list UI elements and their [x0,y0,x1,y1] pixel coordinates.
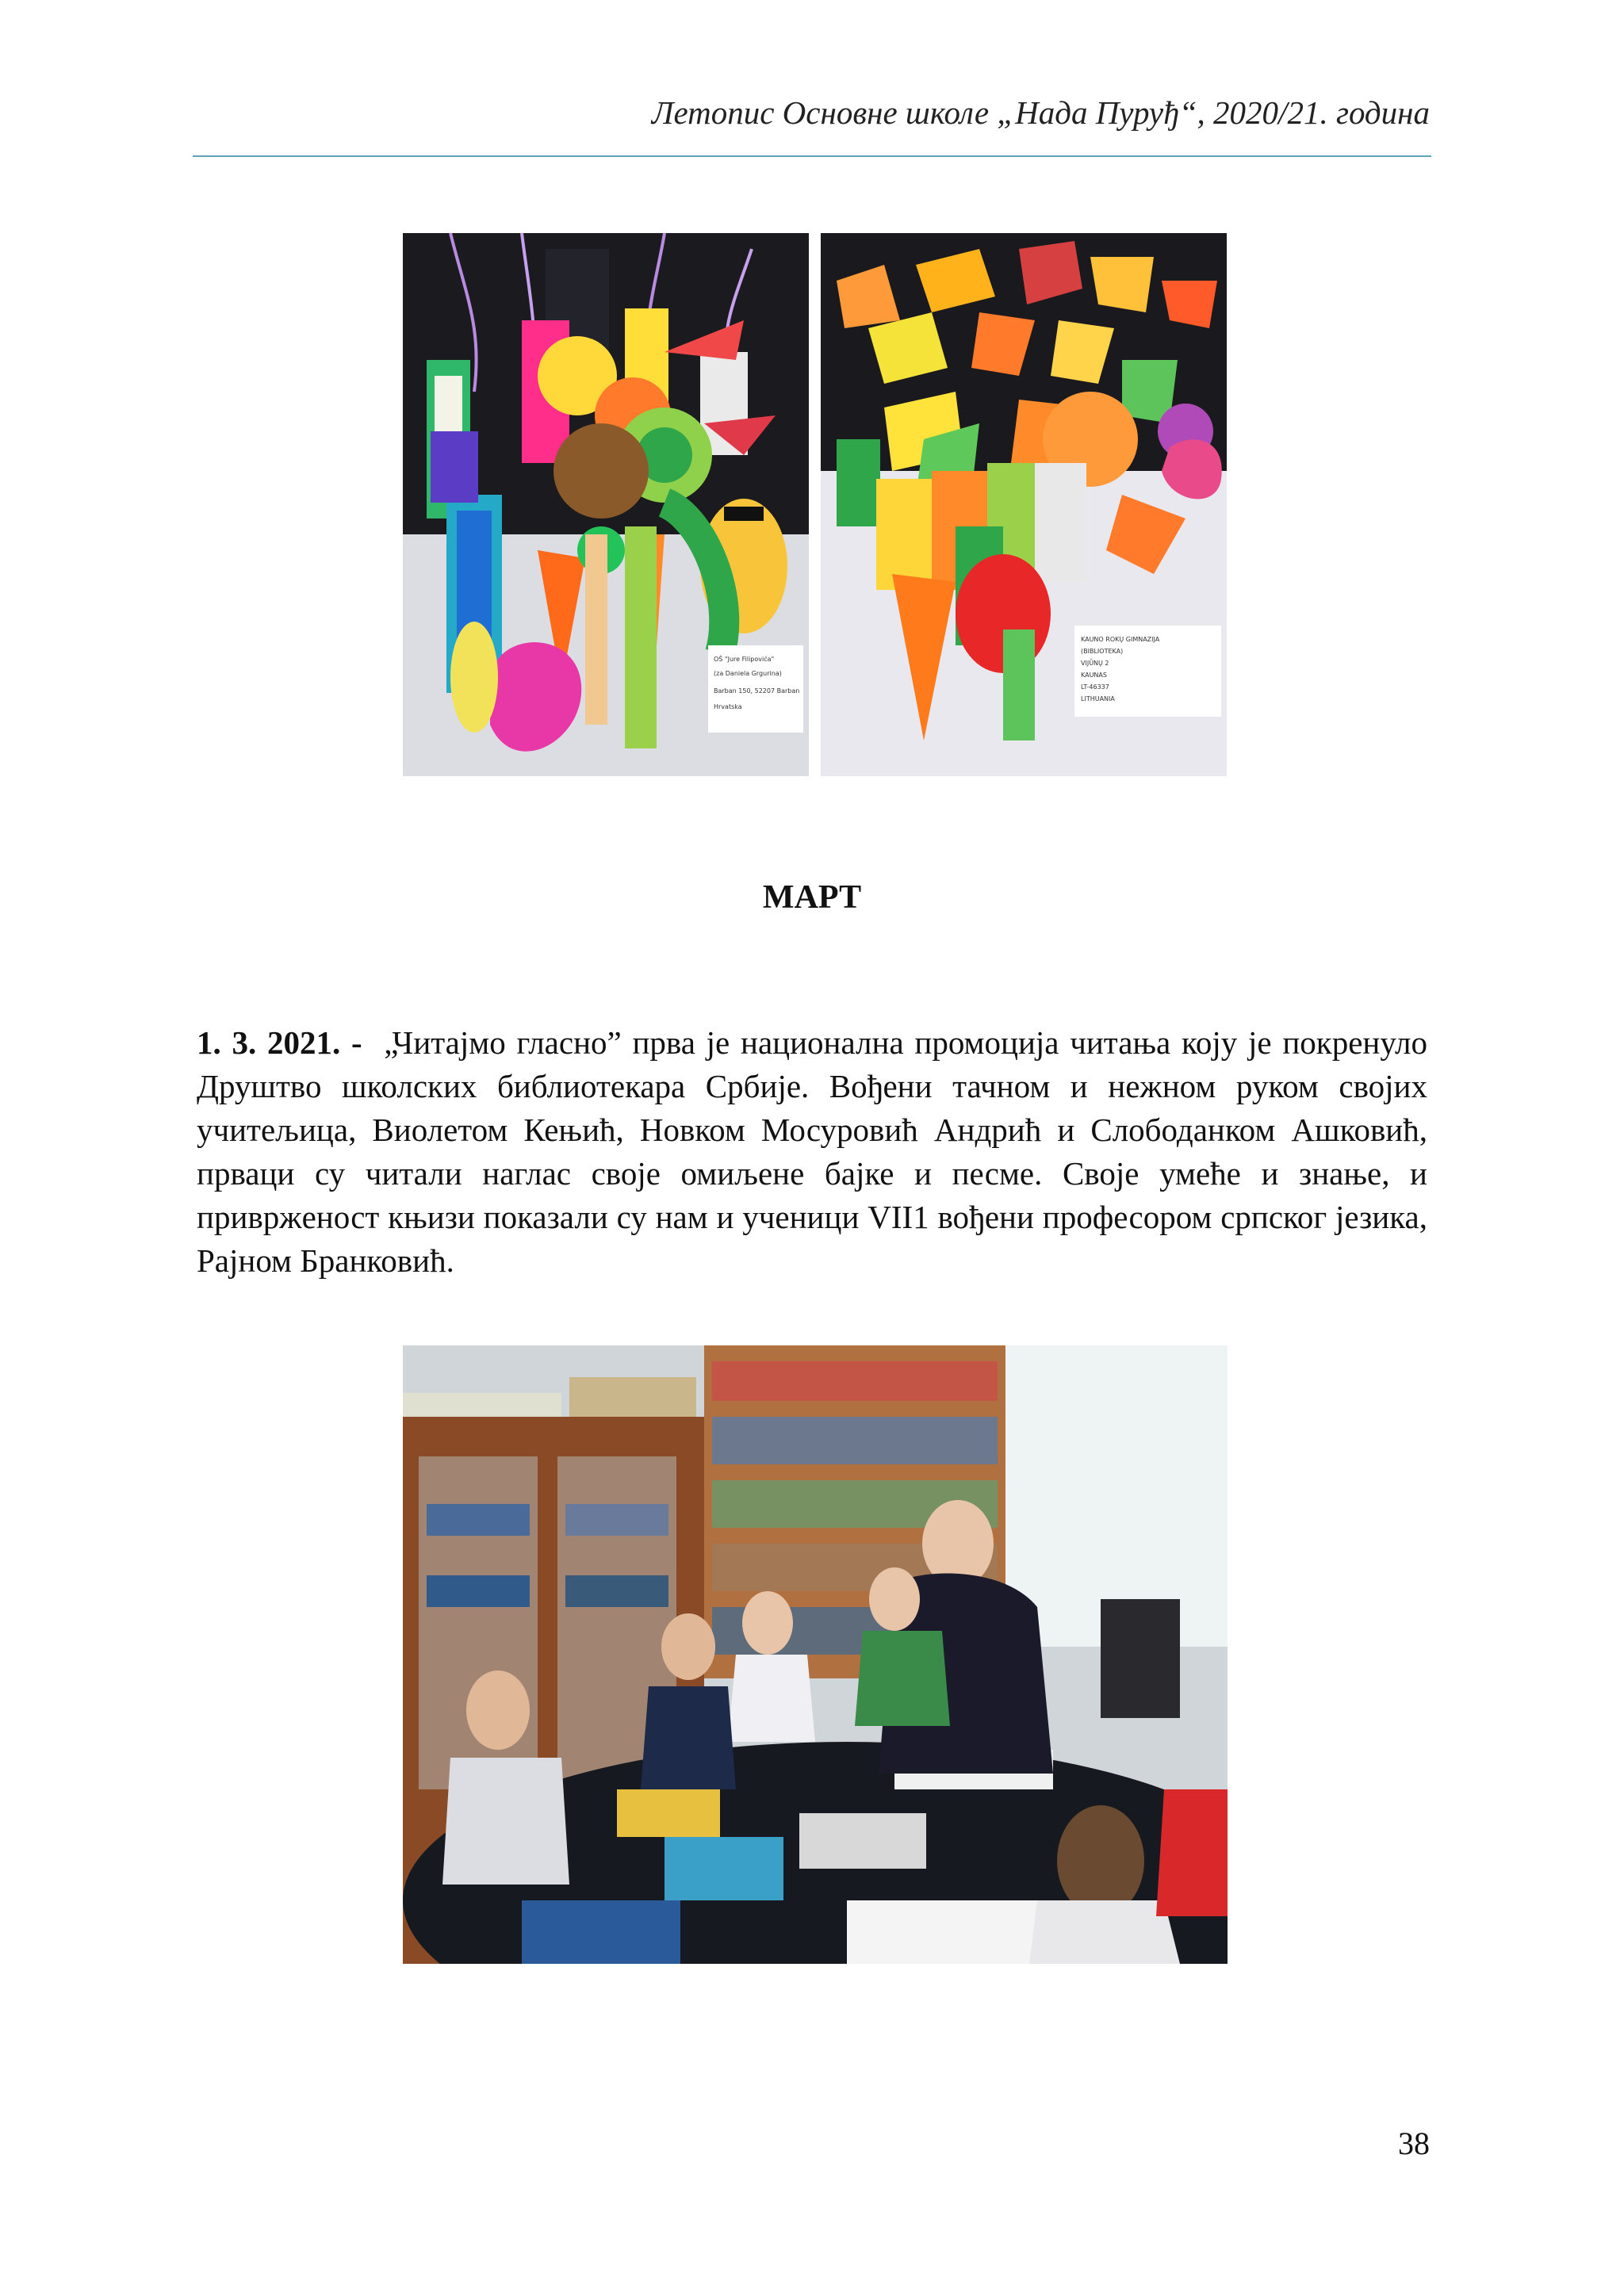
lithuania-card-line: (BIBLIOTEKA) [1081,648,1124,655]
library-reading-photo [403,1345,1228,1964]
chronicle-entry [197,1021,1427,1283]
croatia-card-line: (za Daniela Grgurina) [714,670,782,677]
section-heading: МАРТ [762,879,862,916]
lithuania-card-line: LT-46337 [1081,683,1109,691]
lithuania-card-line: KAUNAS [1081,672,1107,679]
croatia-card-line: Hrvatska [714,703,742,710]
page-number: 38 [1398,2126,1430,2161]
running-header-title: Летопис Основне школе „Нада Пуруђ“, 2020/21. година [651,94,1430,131]
entry-text: „Читајмо гласно” прва је национална промоција читања коју је покренуло Друштво школских библиотекара Србије. Вођени тачном и нежном руком својих учитељица, Виолетом Кењић, Новком Мосуровић Андрић и Слободанком Ашковић, прваци су читали наглас своје омиљене бајке и песме. Своје умеће и знање, и привржeност књизи показали су нам и ученици VII1 вођени професором српског језика, Рајном Бранковић. [197,1024,1427,1279]
bookmarks-photo-lithuania [821,233,1227,776]
lithuania-card-line: VIJŪNŲ 2 [1081,660,1109,667]
croatia-card-line: OŠ "Jure Filipovića" [714,656,775,663]
entry-date: 1. 3. 2021. - [197,1024,362,1061]
croatia-card-line: Barban 150, 52207 Barban [714,687,800,695]
header-divider [193,155,1431,157]
bookmarks-photo-croatia [403,233,809,776]
lithuania-card-line: LITHUANIA [1081,695,1115,702]
lithuania-card-line: KAUNO ROKŲ GIMNAZIJA [1081,636,1160,643]
